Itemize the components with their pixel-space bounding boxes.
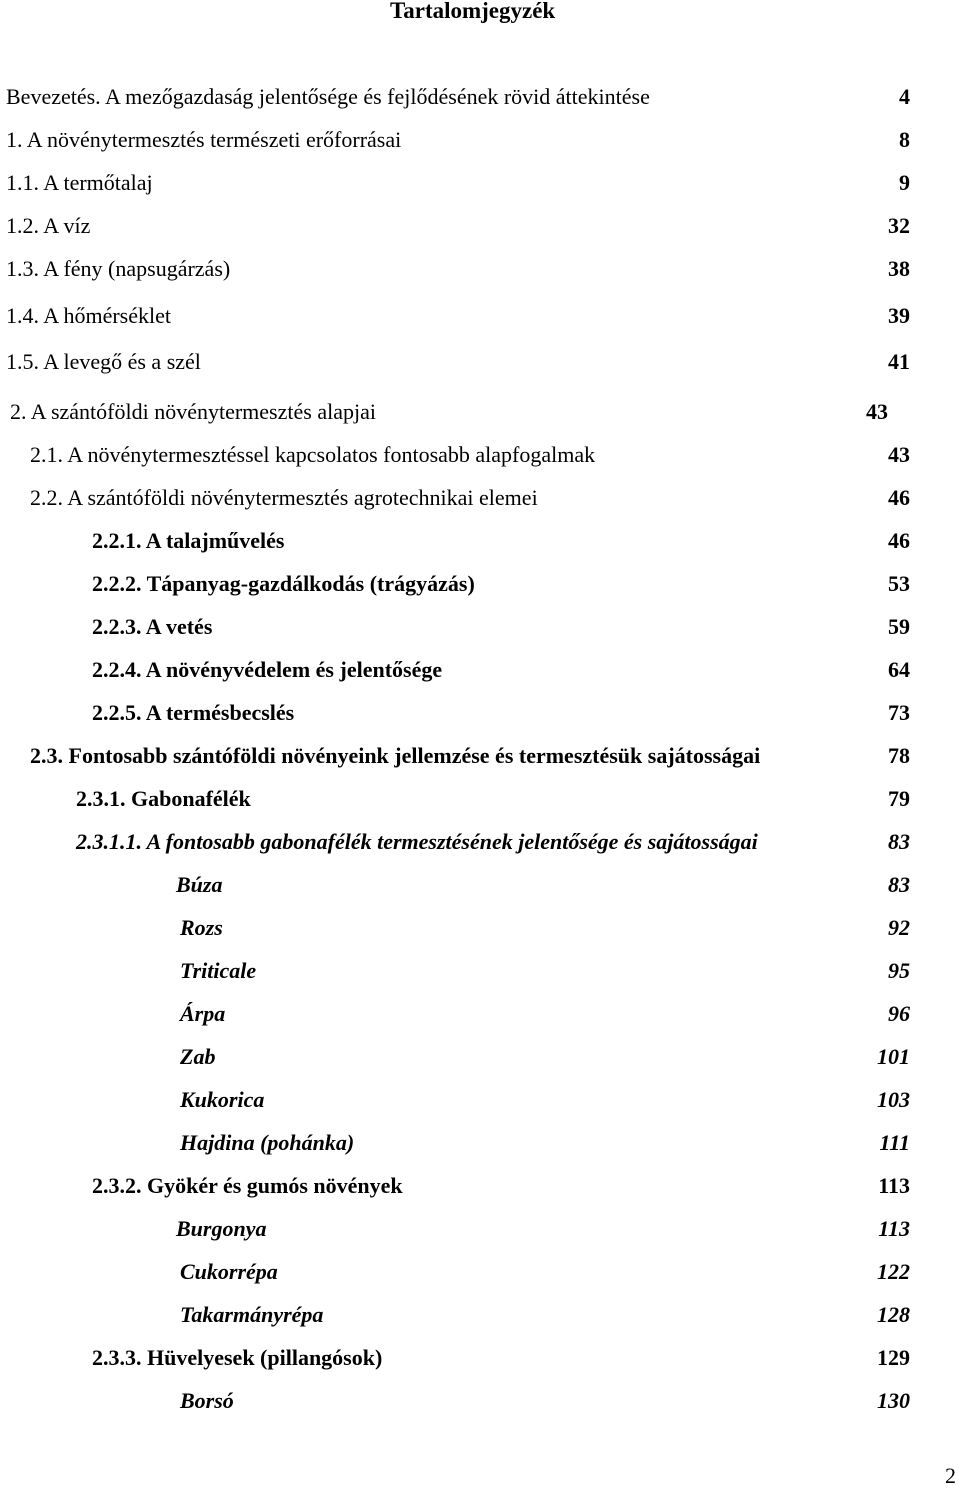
toc-entry-title: Kukorica (180, 1087, 265, 1112)
toc-entry-page: 59 (888, 614, 910, 639)
toc-entry-title: 1.5. A levegő és a szél (6, 349, 201, 374)
toc-entry-title: 2.2.1. A talajművelés (92, 528, 285, 553)
toc-entry-page: 111 (879, 1130, 910, 1155)
toc-entry (0, 1255, 960, 1289)
toc-entry-title: Árpa (180, 1001, 226, 1026)
toc-entry-title: Zab (180, 1044, 216, 1069)
toc-entry-page: 78 (888, 743, 910, 768)
toc-entry-page: 38 (888, 256, 910, 281)
toc-entry (0, 610, 960, 644)
toc-entry-page: 129 (877, 1345, 910, 1370)
toc-entry-page: 113 (878, 1173, 910, 1198)
toc-entry-title: 2.2.5. A termésbecslés (92, 700, 295, 725)
toc-entry-title: 2.3.1.1. A fontosabb gabonafélék termesztésének jelentősége és sajátosságai (76, 829, 758, 854)
toc-entry-page: 101 (877, 1044, 910, 1069)
toc-entry-title: 2.2.4. A növényvédelem és jelentősége (92, 657, 443, 682)
toc-entry-title: 1.3. A fény (napsugárzás) (6, 256, 231, 281)
toc-entry-page: 39 (888, 303, 910, 328)
toc-entry-title: 2.3. Fontosabb szántóföldi növényeink jellemzése és termesztésük sajátosságai (30, 743, 761, 768)
toc-entry-title: Cukorrépa (180, 1259, 278, 1284)
page-number: 2 (945, 1463, 956, 1488)
toc-entry (0, 1169, 960, 1203)
toc-entry (0, 868, 960, 902)
toc-entry-title: Bevezetés. A mezőgazdaság jelentősége és fejlődésének rövid áttekintése (6, 84, 650, 109)
toc-entry-page: 130 (877, 1388, 910, 1413)
toc-entry-page: 73 (888, 700, 910, 725)
toc-entry-page: 64 (888, 657, 910, 682)
toc-entry-page: 79 (888, 786, 910, 811)
toc-entry-title: 2.3.2. Gyökér és gumós növények (92, 1173, 403, 1198)
toc-entry-title: Borsó (180, 1388, 234, 1413)
toc-entry (0, 1040, 960, 1074)
toc-entry-page: 96 (888, 1001, 910, 1026)
toc-heading: Tartalomjegyzék (390, 0, 556, 23)
toc-entry-title: 2.3.3. Hüvelyesek (pillangósok) (92, 1345, 383, 1370)
toc-entry (0, 252, 960, 286)
toc-entry-title: 1. A növénytermesztés természeti erőforrásai (6, 127, 402, 152)
toc-entry-title: Takarmányrépa (180, 1302, 324, 1327)
toc-entry-page: 46 (888, 485, 910, 510)
toc-entry-page: 41 (888, 349, 910, 374)
toc-entry-title: 1.1. A termőtalaj (6, 170, 153, 195)
toc-entry (0, 166, 960, 200)
toc-entry (0, 1298, 960, 1332)
toc-entry-page: 53 (888, 571, 910, 596)
toc-entry (0, 1212, 960, 1246)
toc-entry (0, 123, 960, 157)
toc-entry-page: 113 (878, 1216, 910, 1241)
toc-entry (0, 653, 960, 687)
toc-entry (0, 567, 960, 601)
toc-entry (0, 782, 960, 816)
toc-entry (0, 954, 960, 988)
toc-entry-title: 1.4. A hőmérséklet (6, 303, 171, 328)
toc-entry-page: 103 (877, 1087, 910, 1112)
toc-entry-title: 2.2.3. A vetés (92, 614, 213, 639)
toc-entry-title: 2. A szántóföldi növénytermesztés alapjai (10, 399, 376, 424)
toc-entry (0, 438, 960, 472)
toc-entry-page: 43 (888, 442, 910, 467)
toc-entry-page: 92 (888, 915, 910, 940)
toc-entry (0, 997, 960, 1031)
toc-entry (0, 80, 960, 114)
toc-entry (0, 739, 960, 773)
toc-entry (0, 696, 960, 730)
toc-entry-title: 2.2. A szántóföldi növénytermesztés agrotechnikai elemei (30, 485, 538, 510)
toc-entry-title: Hajdina (pohánka) (180, 1130, 355, 1155)
toc-entry-title: 1.2. A víz (6, 213, 91, 238)
toc-entry (0, 1126, 960, 1160)
toc-entry (0, 481, 960, 515)
toc-entry (0, 299, 960, 333)
toc-entry-title: 2.3.1. Gabonafélék (76, 786, 251, 811)
toc-entry-page: 83 (888, 829, 910, 854)
toc-entry (0, 1384, 960, 1418)
toc-entry-title: 2.2.2. Tápanyag-gazdálkodás (trágyázás) (92, 571, 475, 596)
toc-entry-title: 2.1. A növénytermesztéssel kapcsolatos fontosabb alapfogalmak (30, 442, 596, 467)
toc-entry (0, 911, 960, 945)
toc-entry-title: Burgonya (176, 1216, 267, 1241)
toc-entry-title: Triticale (180, 958, 257, 983)
toc-entry-page: 4 (899, 84, 910, 109)
toc-entry-page: 9 (899, 170, 910, 195)
toc-entry (0, 345, 960, 379)
toc-entry-title: Búza (176, 872, 223, 897)
toc-entry-page: 83 (888, 872, 910, 897)
toc-entry (0, 395, 960, 429)
toc-entry (0, 1341, 960, 1375)
toc-entry-page: 46 (888, 528, 910, 553)
toc-entry-page: 43 (866, 399, 888, 424)
toc-entry (0, 524, 960, 558)
toc-entry-page: 8 (899, 127, 910, 152)
toc-entry (0, 825, 960, 859)
toc-entry-page: 122 (877, 1259, 910, 1284)
toc-entry-title: Rozs (180, 915, 223, 940)
toc-entry-page: 128 (877, 1302, 910, 1327)
toc-entry (0, 209, 960, 243)
toc-entry-page: 32 (888, 213, 910, 238)
toc-entry-page: 95 (888, 958, 910, 983)
toc-entry (0, 1083, 960, 1117)
